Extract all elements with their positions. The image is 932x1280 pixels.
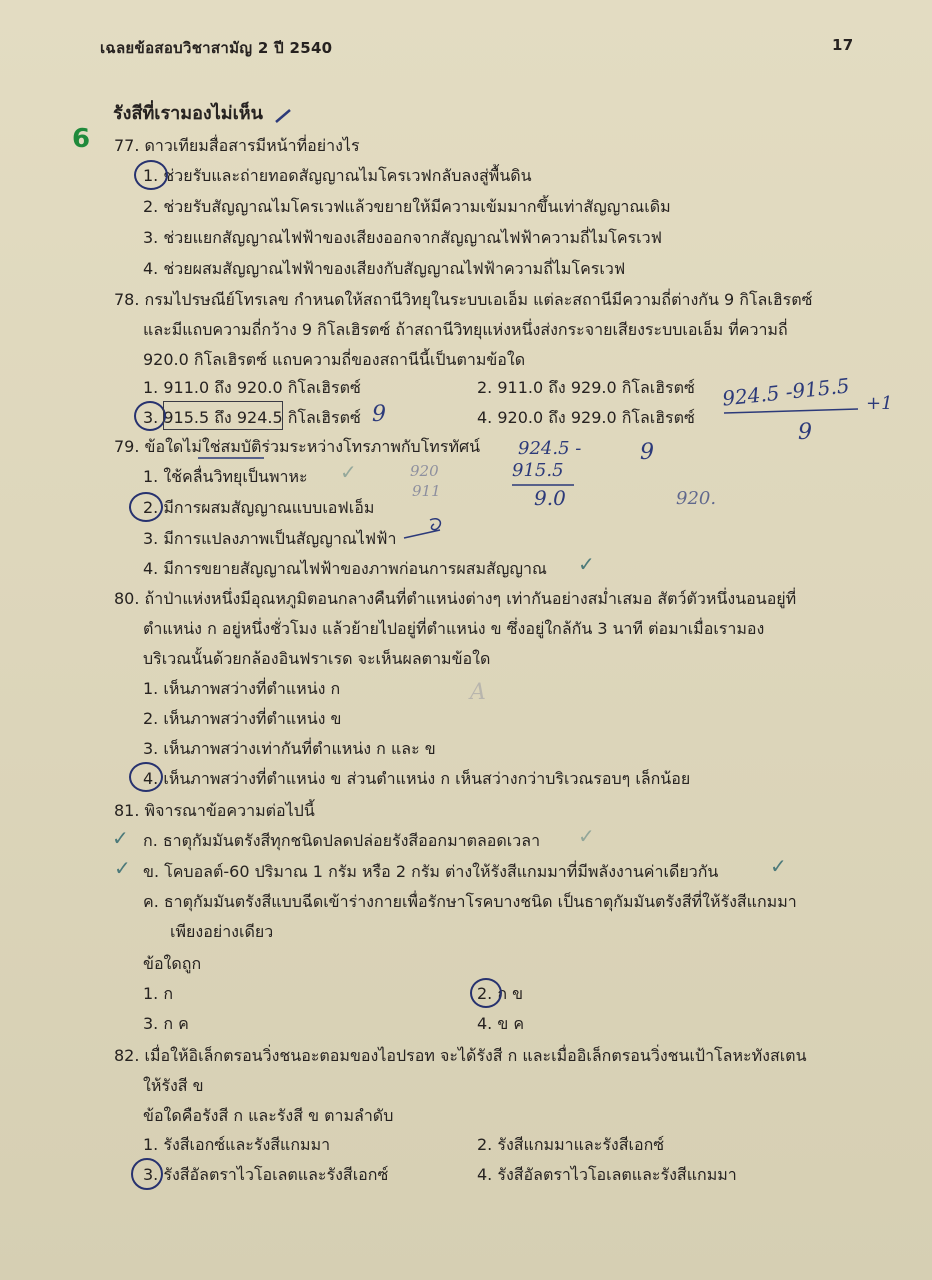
q79-stem: 79. ข้อใดไม่ใช่สมบัติร่วมระหว่างโทรภาพกับโทรทัศน์ [114, 437, 481, 456]
q82-choice-4[interactable]: 4. รังสีอัลตราไวโอเลตและรังสีแกมมา [477, 1165, 737, 1184]
q78-stem-line-3: 920.0 กิโลเฮิรตซ์ แถบความถี่ของสถานีนี้เป็นตามข้อใด [143, 350, 526, 369]
q82-stem-line-1: 82. เมื่อให้อิเล็กตรอนวิ่งชนอะตอมของไอปรอท จะได้รังสี ก และเมื่ออิเล็กตรอนวิ่งชนเป้าโลหะทังสเตน [114, 1046, 807, 1065]
q81-choice-3[interactable]: 3. ก ค [143, 1014, 189, 1033]
q81-statement-kho-khwai: ค. ธาตุกัมมันตรังสีแบบฉีดเข้าร่างกายเพื่อรักษาโรคบางชนิด เป็นธาตุกัมมันตรังสีที่ให้รังสีแกมมา [143, 892, 797, 911]
answer-circle-q80 [129, 762, 163, 792]
answer-circle-q79 [129, 492, 163, 522]
handwritten-nine-c: 9 [640, 440, 654, 465]
handwritten-nine-a: 9 [372, 402, 386, 427]
answer-circle-q82 [131, 1158, 163, 1190]
check-mark-icon: ✓ [112, 826, 129, 850]
q78-stem-line-1: 78. กรมไปรษณีย์โทรเลข กำหนดให้สถานีวิทยุในระบบเอเอ็ม แต่ละสถานีมีความถี่ต่างกัน 9 กิโลเฮิรตซ์ [114, 290, 813, 309]
q79-choice-2[interactable]: 2. มีการผสมสัญญาณแบบเอฟเอ็ม [143, 498, 375, 517]
running-header-title: เฉลยข้อสอบวิชาสามัญ 2 ปี 2540 [100, 39, 333, 57]
answer-circle-q81 [470, 978, 502, 1008]
q80-stem-line-3: บริเวณนั้นด้วยกล้องอินฟราเรด จะเห็นผลตามข้อใด [143, 649, 491, 668]
q81-choice-2[interactable]: 2. ก ข [477, 984, 524, 1003]
check-mark-icon: ✓ [114, 856, 131, 880]
handwritten-calc-top: 924.5 -915.5 [721, 373, 851, 411]
page-number: 17 [832, 36, 854, 54]
q80-choice-1[interactable]: 1. เห็นภาพสว่างที่ตำแหน่ง ก [143, 679, 341, 698]
check-mark-icon: ✓ [578, 552, 595, 576]
q80-choice-3[interactable]: 3. เห็นภาพสว่างเท่ากันที่ตำแหน่ง ก และ ข [143, 739, 436, 758]
q79-choice-4[interactable]: 4. มีการขยายสัญญาณไฟฟ้าของภาพก่อนการผสมสัญญาณ [143, 559, 547, 578]
handwritten-calc-2c: 9.0 [534, 486, 566, 510]
faint-scribble-920: 920 [410, 462, 439, 480]
q81-statement-kho-khwai-cont: เพียงอย่างเดียว [170, 922, 274, 941]
check-mark-icon: ✓ [340, 460, 357, 484]
answer-circle-q77 [134, 160, 168, 190]
q80-stem-line-2: ตำแหน่ง ก อยู่หนึ่งชั่วโมง แล้วย้ายไปอยู่ที่ตำแหน่ง ข ซึ่งอยู่ใกล้กัน 3 นาที ต่อมาเมื่อเรามอง [143, 619, 765, 638]
q77-choice-1[interactable]: 1. ช่วยรับและถ่ายทอดสัญญาณไมโครเวฟกลับลงสู่พื้นดิน [143, 166, 532, 185]
q81-choice-4[interactable]: 4. ข ค [477, 1014, 525, 1033]
score-mark: 6 [72, 124, 91, 154]
q78-choice-2[interactable]: 2. 911.0 ถึง 929.0 กิโลเฮิรตซ์ [477, 378, 695, 397]
q77-choice-2[interactable]: 2. ช่วยรับสัญญาณไมโครเวฟแล้วขยายให้มีความเข้มมากขึ้นเท่าสัญญาณเดิม [143, 197, 671, 216]
faint-scribble-911: 911 [412, 482, 441, 500]
underline-mai-chai [196, 455, 266, 461]
q82-stem-line-2: ให้รังสี ข [143, 1076, 204, 1095]
q77-choice-4[interactable]: 4. ช่วยผสมสัญญาณไฟฟ้าของเสียงกับสัญญาณไฟฟ้าความถี่ไมโครเวฟ [143, 259, 626, 278]
q77-stem: 77. ดาวเทียมสื่อสารมีหน้าที่อย่างไร [114, 136, 360, 155]
faint-pencil-mark: A [470, 680, 486, 705]
q78-choice-4[interactable]: 4. 920.0 ถึง 929.0 กิโลเฮิรตซ์ [477, 408, 695, 427]
handwritten-nine-b: 9 [798, 420, 812, 445]
q81-choice-1[interactable]: 1. ก [143, 984, 174, 1003]
handwritten-fraction-bar [722, 405, 862, 417]
pen-slash-mark [272, 104, 296, 126]
handwritten-calc-2b: 915.5 [512, 460, 564, 481]
answer-box-q78 [163, 401, 283, 430]
check-mark-icon: ✓ [770, 854, 787, 878]
q80-choice-4[interactable]: 4. เห็นภาพสว่างที่ตำแหน่ง ข ส่วนตำแหน่ง ก เห็นสว่างกว่าบริเวณรอบๆ เล็กน้อย [143, 769, 691, 788]
q78-stem-line-2: และมีแถบความถี่กว้าง 9 กิโลเฮิรตซ์ ถ้าสถานีวิทยุแห่งหนึ่งส่งกระจายเสียงระบบเอเอ็ม ที่ความถี่ [143, 320, 788, 339]
q82-choice-1[interactable]: 1. รังสีเอกซ์และรังสีแกมมา [143, 1135, 331, 1154]
q78-choice-3[interactable]: 3. 915.5 ถึง 924.5 กิโลเฮิรตซ์ [143, 408, 361, 427]
q79-choice-3[interactable]: 3. มีการแปลงภาพเป็นสัญญาณไฟฟ้า [143, 529, 397, 548]
q79-choice-1[interactable]: 1. ใช้คลื่นวิทยุเป็นพาหะ [143, 467, 308, 486]
q81-stem: 81. พิจารณาข้อความต่อไปนี้ [114, 801, 315, 820]
q82-choice-3[interactable]: 3. รังสีอัลตราไวโอเลตและรังสีเอกซ์ [143, 1165, 389, 1184]
handwritten-plus-one: +1 [866, 393, 893, 414]
q81-statement-kho: ข. โคบอลต์-60 ปริมาณ 1 กรัม หรือ 2 กรัม ต่างให้รังสีแกมมาที่มีพลังงานค่าเดียวกัน [143, 862, 719, 881]
q81-statement-ko: ก. ธาตุกัมมันตรังสีทุกชนิดปลดปล่อยรังสีออกมาตลอดเวลา [143, 831, 541, 850]
answer-circle-q78 [134, 401, 166, 431]
handwritten-920: 920. [676, 488, 717, 509]
section-title: รังสีที่เรามองไม่เห็น [113, 103, 263, 124]
q80-stem-line-1: 80. ถ้าป่าแห่งหนึ่งมีอุณหภูมิตอนกลางคืนที่ตำแหน่งต่างๆ เท่ากันอย่างสม่ำเสมอ สัตว์ตัวหนึ่งนอนอยู่ที่ [114, 589, 797, 608]
q81-prompt: ข้อใดถูก [143, 954, 202, 973]
q82-choice-2[interactable]: 2. รังสีแกมมาและรังสีเอกซ์ [477, 1135, 665, 1154]
q82-prompt: ข้อใดคือรังสี ก และรังสี ข ตามลำดับ [143, 1106, 394, 1125]
q77-choice-3[interactable]: 3. ช่วยแยกสัญญาณไฟฟ้าของเสียงออกจากสัญญาณไฟฟ้าความถี่ไมโครเวฟ [143, 228, 662, 247]
handwritten-calc-2a: 924.5 - [518, 438, 582, 459]
check-mark-icon: ✓ [578, 824, 595, 848]
handwritten-squiggle [400, 512, 450, 544]
q80-choice-2[interactable]: 2. เห็นภาพสว่างที่ตำแหน่ง ข [143, 709, 342, 728]
q78-choice-1[interactable]: 1. 911.0 ถึง 920.0 กิโลเฮิรตซ์ [143, 378, 361, 397]
